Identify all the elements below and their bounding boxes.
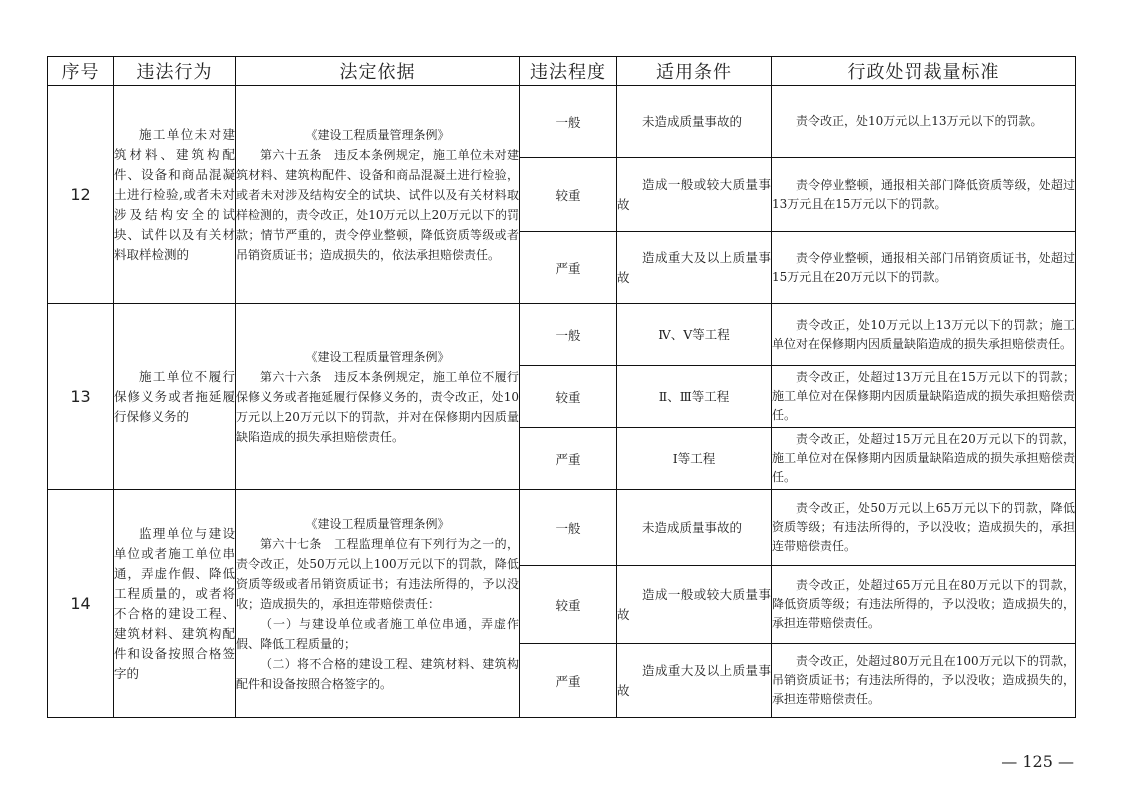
degree-cell: 严重 bbox=[520, 644, 617, 718]
degree-cell: 一般 bbox=[520, 86, 617, 158]
condition-cell: 造成一般或较大质量事故 bbox=[617, 158, 772, 232]
header-legal-basis: 法定依据 bbox=[236, 57, 520, 86]
header-row bbox=[48, 57, 1076, 86]
row-number: 14 bbox=[48, 490, 114, 718]
page-number: — 125 — bbox=[1001, 752, 1074, 771]
law-article: 第六十五条 违反本条例规定，施工单位未对建筑材料、建筑构配件、设备和商品混凝土进行检验，或者未对涉及结构安全的试块、试件以及有关材料取样检测的，责令改正，处10万元以上20万元以下的罚款；情节严重的，责令停业整顿，降低资质等级或者吊销资质证书；造成损失的，依法承担赔偿责任。 bbox=[236, 147, 519, 262]
table-row bbox=[48, 304, 1076, 366]
degree-cell: 较重 bbox=[520, 366, 617, 428]
law-clause: （二）将不合格的建设工程、建筑材料、建筑构配件和设备按照合格签字的。 bbox=[236, 656, 519, 691]
condition-cell: Ⅰ等工程 bbox=[617, 428, 772, 490]
standard-cell: 责令改正，处超过65万元且在80万元以下的罚款，降低资质等级；有违法所得的，予以没收；造成损失的，承担连带赔偿责任。 bbox=[772, 566, 1076, 644]
law-title: 《建设工程质量管理条例》 bbox=[305, 127, 450, 142]
violation-text: 施工单位未对建筑材料、建筑构配件、设备和商品混凝土进行检验,或者未对涉及结构安全的试块、试件以及有关材料取样检测的 bbox=[114, 86, 236, 304]
degree-cell: 较重 bbox=[520, 158, 617, 232]
law-title: 《建设工程质量管理条例》 bbox=[305, 349, 450, 364]
law-article: 第六十六条 违反本条例规定，施工单位不履行保修义务或者拖延履行保修义务的，责令改正，处10万元以上20万元以下的罚款，并对在保修期内因质量缺陷造成的损失承担赔偿责任。 bbox=[236, 369, 519, 444]
degree-cell: 严重 bbox=[520, 428, 617, 490]
condition-cell: Ⅱ、Ⅲ等工程 bbox=[617, 366, 772, 428]
condition-cell: 造成重大及以上质量事故 bbox=[617, 644, 772, 718]
standard-cell: 责令改正，处10万元以上13万元以下的罚款；施工单位对在保修期内因质量缺陷造成的损失承担赔偿责任。 bbox=[772, 304, 1076, 366]
degree-cell: 一般 bbox=[520, 304, 617, 366]
legal-basis bbox=[236, 490, 520, 718]
row-number: 12 bbox=[48, 86, 114, 304]
standard-cell: 责令改正，处超过15万元且在20万元以下的罚款，施工单位对在保修期内因质量缺陷造成的损失承担赔偿责任。 bbox=[772, 428, 1076, 490]
table-row bbox=[48, 490, 1076, 566]
standard-cell: 责令停业整顿，通报相关部门降低资质等级，处超过13万元且在15万元以下的罚款。 bbox=[772, 158, 1076, 232]
row-number: 13 bbox=[48, 304, 114, 490]
condition-cell: 未造成质量事故的 bbox=[617, 490, 772, 566]
condition-cell: 未造成质量事故的 bbox=[617, 86, 772, 158]
header-violation: 违法行为 bbox=[114, 57, 236, 86]
table-row bbox=[48, 86, 1076, 158]
condition-cell: 造成重大及以上质量事故 bbox=[617, 232, 772, 304]
legal-basis bbox=[236, 86, 520, 304]
standard-cell: 责令改正，处超过80万元且在100万元以下的罚款，吊销资质证书；有违法所得的，予以没收；造成损失的，承担连带赔偿责任。 bbox=[772, 644, 1076, 718]
standard-cell: 责令改正，处超过13万元且在15万元以下的罚款；施工单位对在保修期内因质量缺陷造成的损失承担赔偿责任。 bbox=[772, 366, 1076, 428]
degree-cell: 严重 bbox=[520, 232, 617, 304]
degree-cell: 较重 bbox=[520, 566, 617, 644]
standard-cell: 责令改正，处10万元以上13万元以下的罚款。 bbox=[772, 86, 1076, 158]
header-serial-no: 序号 bbox=[48, 57, 114, 86]
condition-cell: 造成一般或较大质量事故 bbox=[617, 566, 772, 644]
degree-cell: 一般 bbox=[520, 490, 617, 566]
violation-text: 监理单位与建设单位或者施工单位串通，弄虚作假、降低工程质量的，或者将不合格的建设工程、建筑材料、建筑构配件和设备按照合格签字的 bbox=[114, 490, 236, 718]
law-title: 《建设工程质量管理条例》 bbox=[305, 516, 450, 531]
law-article: 第六十七条 工程监理单位有下列行为之一的，责令改正，处50万元以上100万元以下的罚款，降低资质等级或者吊销资质证书；有违法所得的，予以没收；造成损失的，承担连带赔偿责任： bbox=[236, 536, 519, 611]
law-clause: （一）与建设单位或者施工单位串通，弄虚作假、降低工程质量的； bbox=[236, 616, 519, 651]
penalty-discretion-table bbox=[47, 56, 1076, 718]
standard-cell: 责令改正，处50万元以上65万元以下的罚款，降低资质等级；有违法所得的，予以没收；造成损失的，承担连带赔偿责任。 bbox=[772, 490, 1076, 566]
violation-text: 施工单位不履行保修义务或者拖延履行保修义务的 bbox=[114, 304, 236, 490]
header-condition: 适用条件 bbox=[617, 57, 772, 86]
header-degree: 违法程度 bbox=[520, 57, 617, 86]
header-penalty-standard: 行政处罚裁量标准 bbox=[772, 57, 1076, 86]
legal-basis bbox=[236, 304, 520, 490]
standard-cell: 责令停业整顿，通报相关部门吊销资质证书，处超过15万元且在20万元以下的罚款。 bbox=[772, 232, 1076, 304]
condition-cell: Ⅳ、Ⅴ等工程 bbox=[617, 304, 772, 366]
